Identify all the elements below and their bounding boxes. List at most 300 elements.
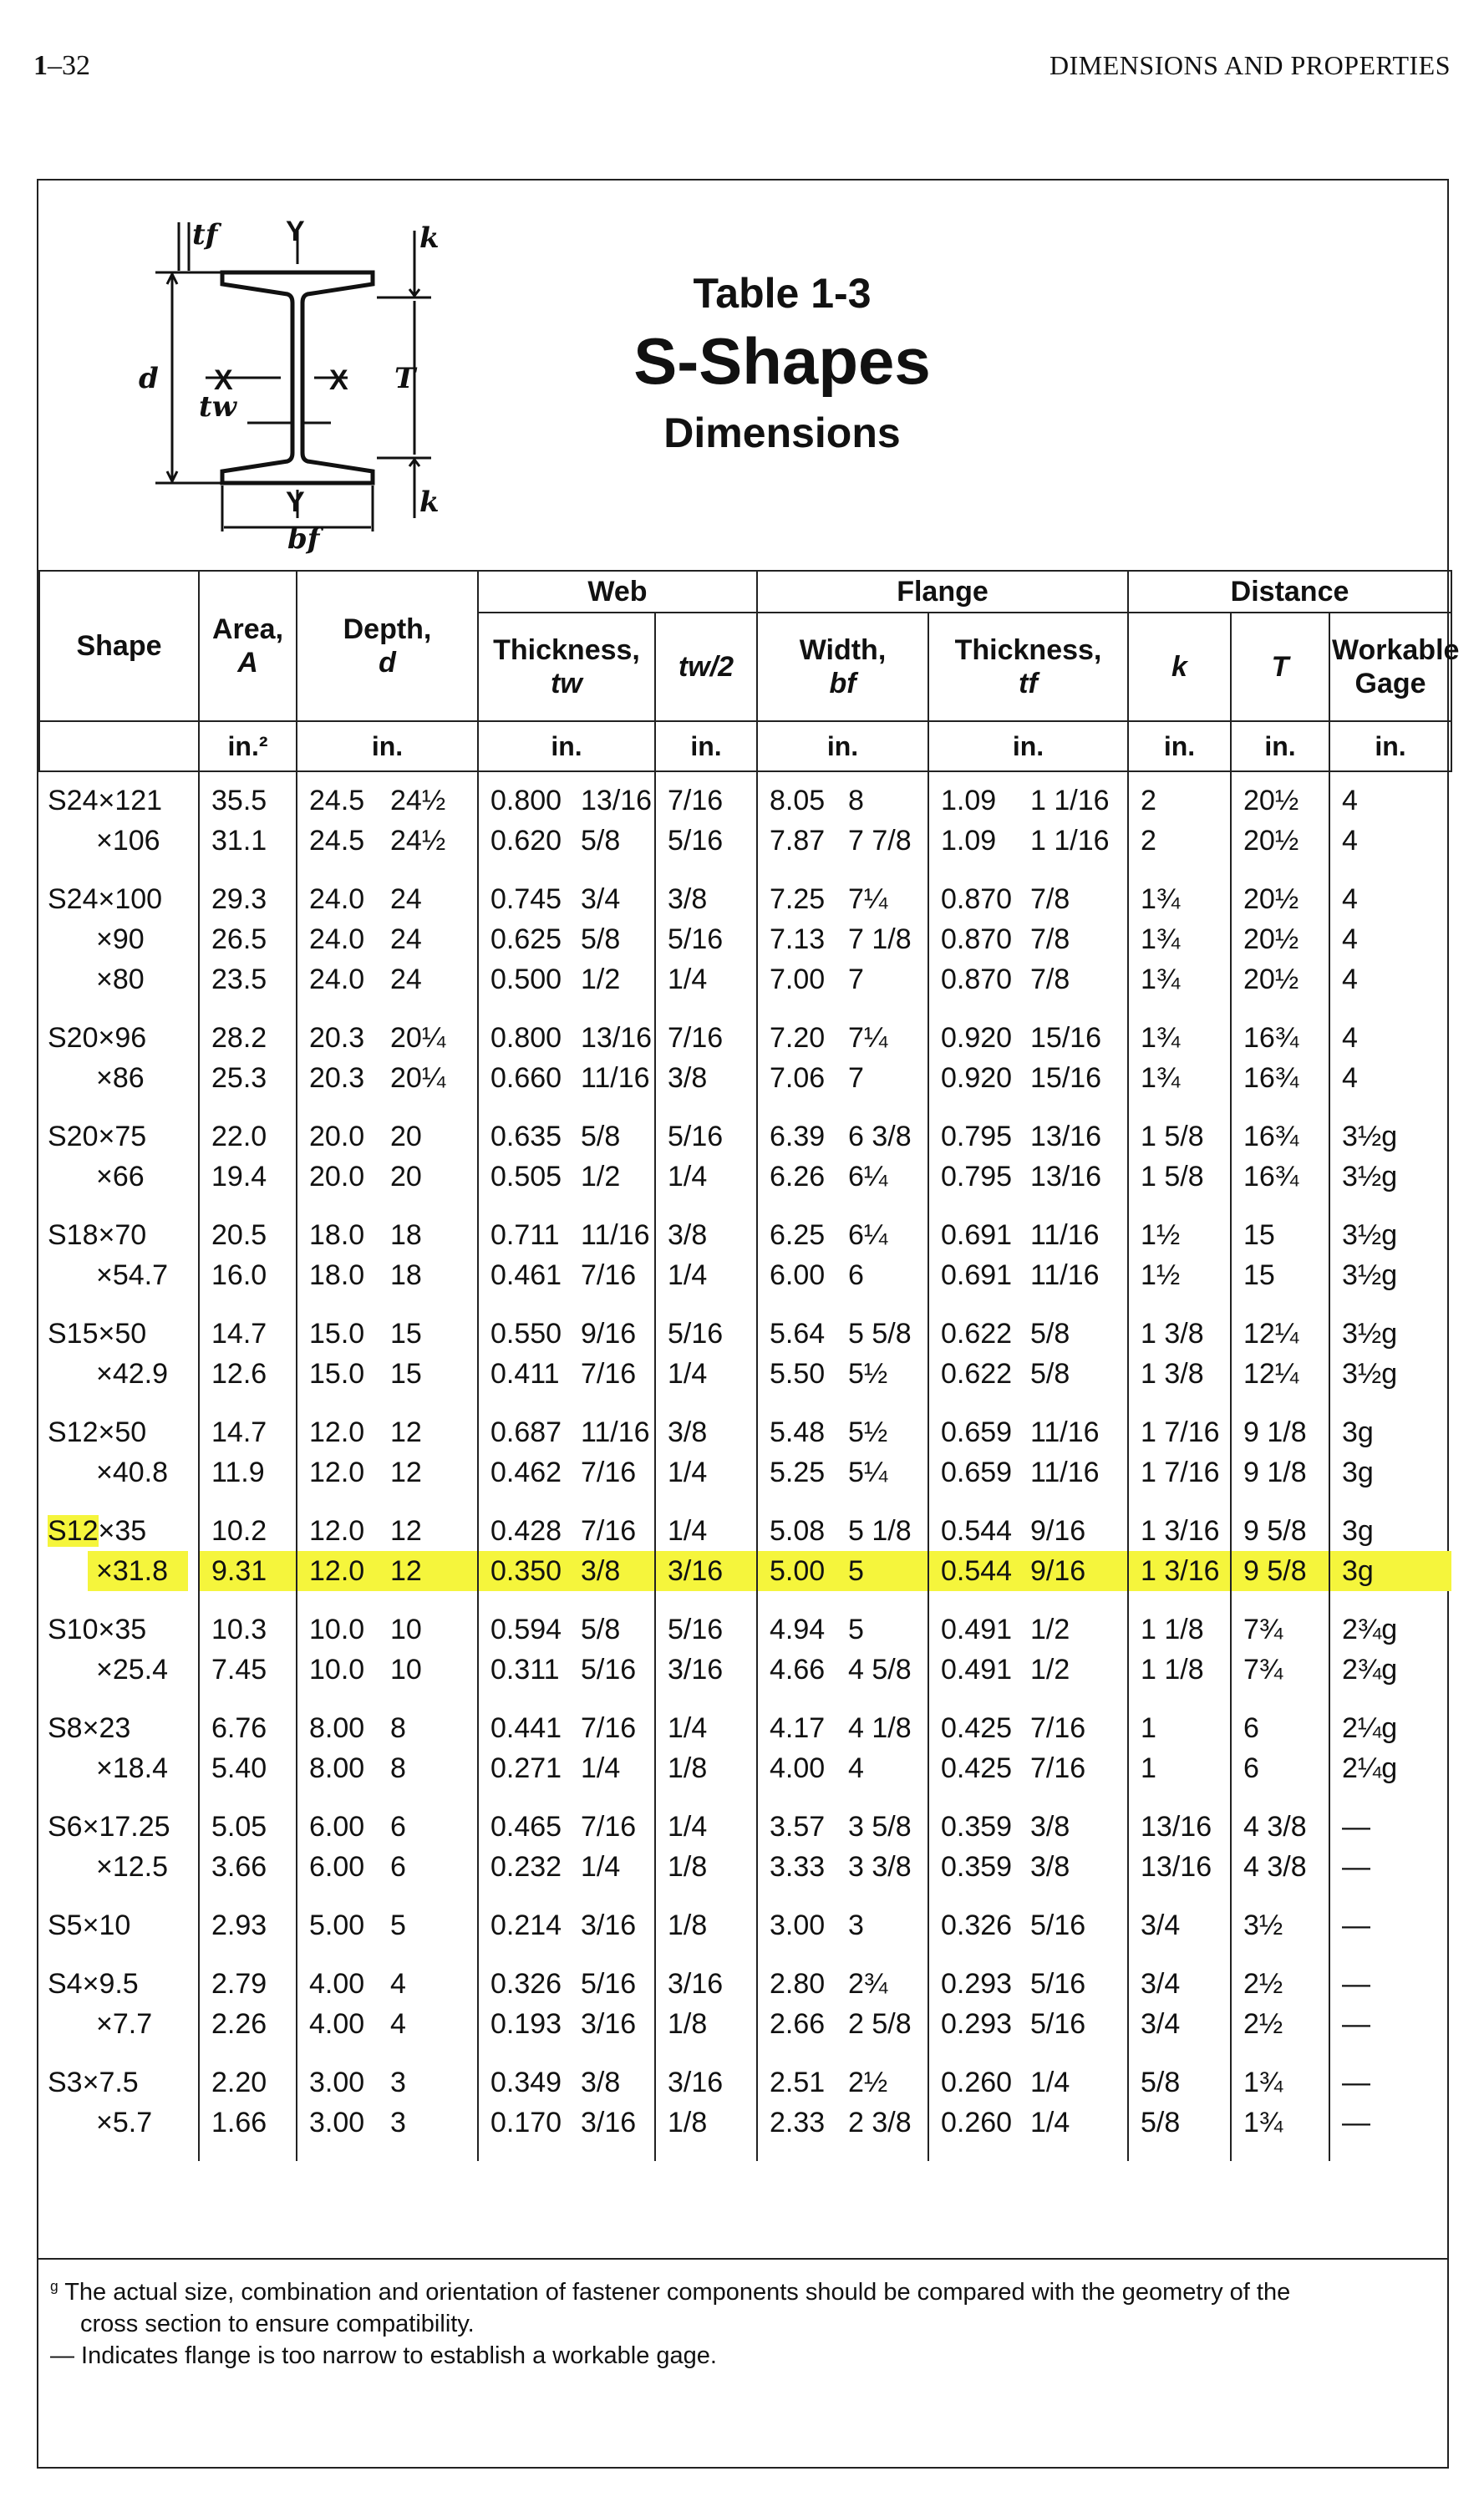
cell-k: 3/4 [1128, 1945, 1231, 2004]
cell-T: 7¾ [1231, 1591, 1329, 1650]
cell-d: 3.00 [297, 2103, 385, 2161]
cell-tf-frac: 7/16 [1030, 1712, 1086, 1744]
cell-gage: 4 [1329, 999, 1451, 1058]
cell-tf-frac: 7/8 [1030, 964, 1070, 995]
cell-tw2: 3/16 [655, 1650, 757, 1690]
cell-tf: 0.260 [928, 2103, 1025, 2161]
cell-d-frac: 15 [390, 1358, 422, 1390]
cell-T: 20½ [1231, 919, 1329, 959]
cell-gage: 3g [1329, 1493, 1451, 1551]
unit-k: in. [1128, 721, 1231, 771]
cell-tw-frac: 3/8 [576, 1551, 655, 1591]
title-block [540, 264, 1024, 466]
diagram-label-y-top: Y [286, 216, 305, 247]
footnotes [38, 2258, 1447, 2372]
cell-bf-frac: 6 [848, 1259, 864, 1291]
cell-k: 2 [1128, 821, 1231, 861]
cell-gage: 3½g [1329, 1197, 1451, 1255]
header-T: T [1231, 613, 1329, 721]
cell-bf: 7.13 [757, 919, 843, 959]
cell-bf-frac: 5½ [848, 1416, 888, 1448]
cell-tf-frac: 5/16 [1030, 1909, 1086, 1941]
cell-area: 22.0 [199, 1098, 297, 1157]
cell-bf-frac: 5 [848, 1614, 864, 1645]
cell-bf: 3.33 [757, 1847, 843, 1887]
cell-bf: 7.06 [757, 1058, 843, 1098]
cell-d: 20.3 [297, 1058, 385, 1098]
cell-tw: 0.625 [478, 919, 576, 959]
cell-bf-frac: 6¼ [848, 1219, 888, 1251]
cell-area: 1.66 [199, 2103, 297, 2161]
cell-bf: 6.26 [757, 1157, 843, 1197]
cell-bf: 4.94 [757, 1591, 843, 1650]
cell-d: 20.0 [297, 1098, 385, 1157]
cell-shape: ×66 [96, 1161, 145, 1192]
cell-tw: 0.745 [478, 861, 576, 919]
cell-tw: 0.411 [478, 1354, 576, 1394]
cell-area: 28.2 [199, 999, 297, 1058]
cell-d: 12.0 [297, 1452, 385, 1493]
running-head: DIMENSIONS AND PROPERTIES [1049, 50, 1451, 80]
cell-shape: S4×9.5 [48, 1968, 139, 2000]
table-row [39, 1255, 1451, 1295]
cell-tf-frac: 1 1/16 [1030, 785, 1110, 816]
table-row [39, 1058, 1451, 1098]
cell-d-frac: 12 [390, 1457, 422, 1488]
cell-k: 1 1/8 [1128, 1591, 1231, 1650]
cell-tw2: 3/16 [655, 2044, 757, 2103]
cell-tf: 0.544 [928, 1493, 1025, 1551]
cell-shape: ×80 [96, 964, 145, 995]
cell-tw-frac: 13/16 [581, 785, 653, 816]
cell-d-frac: 18 [390, 1259, 422, 1291]
cell-tw2: 1/4 [655, 1493, 757, 1551]
cell-gage: — [1329, 2004, 1451, 2044]
cell-T: 16¾ [1231, 1058, 1329, 1098]
cell-gage: 4 [1329, 959, 1451, 999]
cell-tf: 0.920 [928, 1058, 1025, 1098]
table-row [39, 861, 1451, 919]
cell-area: 7.45 [199, 1650, 297, 1690]
cell-k: 1 5/8 [1128, 1098, 1231, 1157]
cell-T: 1¾ [1231, 2044, 1329, 2103]
diagram-label-k-bottom: k [419, 486, 440, 519]
cell-tw: 0.462 [478, 1452, 576, 1493]
unit-T: in. [1231, 721, 1329, 771]
cell-tw2: 3/8 [655, 1197, 757, 1255]
cell-bf: 4.17 [757, 1690, 843, 1748]
cell-shape: S10×35 [48, 1614, 147, 1645]
cell-d-frac: 6 [390, 1811, 406, 1843]
cell-tw2: 3/16 [655, 1551, 757, 1591]
cell-bf-frac: 7 [848, 1062, 864, 1094]
cell-gage: 4 [1329, 861, 1451, 919]
cell-gage: 2¼g [1329, 1690, 1451, 1748]
cell-tf-frac: 5/8 [1030, 1358, 1070, 1390]
cell-gage: 3½g [1329, 1098, 1451, 1157]
cell-d-frac: 20 [390, 1161, 422, 1192]
cell-tw2: 5/16 [655, 919, 757, 959]
cell-tf: 1.09 [928, 771, 1025, 821]
cell-d-frac: 24 [390, 883, 422, 915]
cell-gage: 3½g [1329, 1354, 1451, 1394]
cell-tw: 0.461 [478, 1255, 576, 1295]
cell-tf: 0.795 [928, 1098, 1025, 1157]
diagram-label-tw: tw [199, 390, 236, 424]
cell-d-frac: 10 [390, 1614, 422, 1645]
table-row [39, 1197, 1451, 1255]
cell-k: 2 [1128, 771, 1231, 821]
cell-bf-frac: 3 5/8 [848, 1811, 912, 1843]
cell-shape: ×5.7 [96, 2107, 153, 2138]
cell-area: 26.5 [199, 919, 297, 959]
table-row [39, 1945, 1451, 2004]
cell-T: 2½ [1231, 1945, 1329, 2004]
cell-bf-frac: 2 5/8 [848, 2008, 912, 2040]
cell-bf: 2.33 [757, 2103, 843, 2161]
header-flange-width: Width, bf [757, 613, 928, 721]
cell-tw-frac: 1/2 [581, 1161, 621, 1192]
cell-tw: 0.428 [478, 1493, 576, 1551]
cell-tf: 0.920 [928, 999, 1025, 1058]
cell-k: 5/8 [1128, 2103, 1231, 2161]
cell-tw: 0.465 [478, 1788, 576, 1847]
header-distance: Distance [1128, 571, 1451, 613]
cell-bf: 7.87 [757, 821, 843, 861]
unit-depth: in. [297, 721, 478, 771]
cell-area: 2.93 [199, 1887, 297, 1945]
cell-T: 15 [1231, 1255, 1329, 1295]
diagram-label-x-left: X [214, 364, 233, 396]
title-area [38, 181, 1447, 572]
header-gage: Workable Gage [1329, 613, 1451, 721]
cell-tw2: 1/8 [655, 2103, 757, 2161]
cell-bf: 7.00 [757, 959, 843, 999]
cell-tw: 0.170 [478, 2103, 576, 2161]
cell-tw-frac: 5/16 [581, 1968, 637, 2000]
cell-d-frac: 24½ [390, 785, 446, 816]
table-number: Table 1-3 [693, 270, 872, 317]
cell-tw-frac: 3/16 [581, 1909, 637, 1941]
cell-k: 1¾ [1128, 919, 1231, 959]
table-row [39, 1690, 1451, 1748]
cell-d: 24.0 [297, 861, 385, 919]
cell-tf: 0.491 [928, 1591, 1025, 1650]
cell-tw-frac: 13/16 [581, 1022, 653, 1054]
cell-bf-frac: 4 1/8 [848, 1712, 912, 1744]
cell-bf-frac: 3 [848, 1909, 864, 1941]
cell-area: 10.3 [199, 1591, 297, 1650]
cell-d-frac: 5 [390, 1909, 406, 1941]
cell-tw: 0.800 [478, 771, 576, 821]
cell-tw-frac: 9/16 [581, 1318, 637, 1350]
cell-k: 1¾ [1128, 959, 1231, 999]
table-row [39, 919, 1451, 959]
cell-tw2: 1/4 [655, 1788, 757, 1847]
cell-d-frac: 20¼ [390, 1062, 446, 1094]
cell-area: 6.76 [199, 1690, 297, 1748]
cell-d: 10.0 [297, 1650, 385, 1690]
cell-bf-frac: 5 1/8 [848, 1515, 912, 1547]
cell-bf-frac: 5¼ [848, 1457, 888, 1488]
cell-d: 20.3 [297, 999, 385, 1058]
cell-d: 4.00 [297, 2004, 385, 2044]
cell-tw-frac: 7/16 [581, 1358, 637, 1390]
cell-gage: — [1329, 1788, 1451, 1847]
table-row [39, 959, 1451, 999]
cell-tf-frac: 9/16 [1030, 1515, 1086, 1547]
cell-d: 6.00 [297, 1788, 385, 1847]
cell-shape: S12×50 [48, 1416, 147, 1448]
cell-d: 24.0 [297, 919, 385, 959]
cell-d: 12.0 [297, 1493, 385, 1551]
cell-tw-frac: 7/16 [581, 1712, 637, 1744]
cell-gage: — [1329, 1887, 1451, 1945]
cell-tw2: 1/4 [655, 1157, 757, 1197]
cell-bf-frac: 2¾ [848, 1968, 888, 2000]
cell-bf: 8.05 [757, 771, 843, 821]
cell-tw-frac: 5/8 [581, 1614, 621, 1645]
cell-gage: 2¾g [1329, 1650, 1451, 1690]
diagram-label-d: d [139, 362, 159, 395]
cell-k: 13/16 [1128, 1788, 1231, 1847]
cell-d: 18.0 [297, 1255, 385, 1295]
cell-d-frac: 4 [390, 2008, 406, 2040]
cell-T: 3½ [1231, 1887, 1329, 1945]
cell-shape: S18×70 [48, 1219, 147, 1251]
cell-area: 20.5 [199, 1197, 297, 1255]
cell-shape: S24×121 [48, 785, 163, 816]
cell-tw: 0.441 [478, 1690, 576, 1748]
footnote-g-cont: cross section to ensure compatibility. [80, 2311, 475, 2337]
diagram-label-k-top: k [419, 221, 440, 255]
cell-T: 6 [1231, 1748, 1329, 1788]
header-tw-half: tw/2 [655, 613, 757, 721]
header-area: Area, A [199, 571, 297, 721]
cell-tf-frac: 15/16 [1030, 1022, 1102, 1054]
diagram-label-bf: bf [287, 522, 320, 556]
cell-tf: 0.293 [928, 1945, 1025, 2004]
header-flange: Flange [757, 571, 1128, 613]
cell-shape: ×86 [96, 1062, 145, 1094]
cell-tw: 0.350 [478, 1551, 576, 1591]
table-row [39, 1650, 1451, 1690]
table-frame [37, 179, 1460, 2469]
cell-shape: ×25.4 [96, 1654, 169, 1686]
footnote-dash: — Indicates flange is too narrow to establish a workable gage. [50, 2342, 717, 2369]
cell-area: 11.9 [199, 1452, 297, 1493]
cell-shape: ×90 [96, 923, 145, 955]
cell-tf-frac: 11/16 [1030, 1457, 1100, 1488]
cell-area: 14.7 [199, 1394, 297, 1452]
cell-bf: 5.00 [757, 1551, 843, 1591]
cell-tf-frac: 7/8 [1030, 883, 1070, 915]
cell-gage: — [1329, 1945, 1451, 2004]
cell-tf-frac: 3/8 [1030, 1811, 1070, 1843]
cell-tw: 0.232 [478, 1847, 576, 1887]
cell-tf-frac: 1/4 [1030, 2107, 1070, 2138]
cell-bf-frac: 7 [848, 964, 864, 995]
cell-tf-frac: 15/16 [1030, 1062, 1102, 1094]
cell-tw: 0.711 [478, 1197, 576, 1255]
table-row [39, 1847, 1451, 1887]
cell-bf: 7.25 [757, 861, 843, 919]
cell-gage: 4 [1329, 1058, 1451, 1098]
table-row [39, 1098, 1451, 1157]
cell-tf: 0.870 [928, 959, 1025, 999]
cell-tf: 0.425 [928, 1690, 1025, 1748]
cell-bf: 5.50 [757, 1354, 843, 1394]
cell-tf: 0.870 [928, 919, 1025, 959]
cell-bf: 2.80 [757, 1945, 843, 2004]
cell-gage: 3½g [1329, 1295, 1451, 1354]
cell-d-frac: 24 [390, 923, 422, 955]
cell-shape: S24×100 [48, 883, 163, 915]
cell-area: 5.40 [199, 1748, 297, 1788]
dimensions-table [38, 570, 1460, 2161]
cell-tf-frac: 11/16 [1030, 1416, 1100, 1448]
cell-bf-frac: 5 [843, 1551, 928, 1591]
cell-gage: 2¾g [1329, 1591, 1451, 1650]
cell-tf-frac: 11/16 [1030, 1219, 1100, 1251]
cell-tf-frac: 3/8 [1030, 1851, 1070, 1883]
cell-area: 19.4 [199, 1157, 297, 1197]
cell-gage: 4 [1329, 821, 1451, 861]
header-depth: Depth, d [297, 571, 478, 721]
cell-tw2: 3/8 [655, 1058, 757, 1098]
cell-shape: S20×75 [48, 1121, 147, 1152]
cell-bf: 6.00 [757, 1255, 843, 1295]
cell-tw: 0.326 [478, 1945, 576, 2004]
cell-area: 5.05 [199, 1788, 297, 1847]
cell-d-frac: 20¼ [390, 1022, 446, 1054]
cell-tw: 0.660 [478, 1058, 576, 1098]
unit-flange-thickness: in. [928, 721, 1128, 771]
cell-T: 16¾ [1231, 1098, 1329, 1157]
cell-d-frac: 12 [390, 1515, 422, 1547]
cell-tw: 0.193 [478, 2004, 576, 2044]
cell-bf-frac: 4 [848, 1752, 864, 1784]
cell-d-frac: 3 [390, 2067, 406, 2098]
cell-bf: 5.08 [757, 1493, 843, 1551]
cell-k: 3/4 [1128, 1887, 1231, 1945]
cell-d: 24.0 [297, 959, 385, 999]
cell-area: 12.6 [199, 1354, 297, 1394]
cell-area: 29.3 [199, 861, 297, 919]
cell-tw: 0.505 [478, 1157, 576, 1197]
table-row [39, 2044, 1451, 2103]
cell-bf: 3.57 [757, 1788, 843, 1847]
cell-T: 16¾ [1231, 999, 1329, 1058]
table-row [39, 1591, 1451, 1650]
cell-k: 1¾ [1128, 999, 1231, 1058]
table-row [39, 821, 1451, 861]
cell-bf: 5.25 [757, 1452, 843, 1493]
cell-tf-frac: 1/2 [1030, 1614, 1070, 1645]
cell-k: 1 1/8 [1128, 1650, 1231, 1690]
cell-bf-frac: 4 5/8 [848, 1654, 912, 1686]
cell-d: 4.00 [297, 1945, 385, 2004]
diagram-label-x-right: X [329, 364, 348, 396]
cell-tf-frac: 5/8 [1030, 1318, 1070, 1350]
cell-d: 8.00 [297, 1690, 385, 1748]
cell-bf: 4.66 [757, 1650, 843, 1690]
cell-gage: — [1329, 1847, 1451, 1887]
cell-tf-frac: 1 1/16 [1030, 825, 1110, 857]
cell-bf: 4.00 [757, 1748, 843, 1788]
table-row [39, 1354, 1451, 1394]
cell-d-frac: 10 [390, 1654, 422, 1686]
table-row [39, 1394, 1451, 1452]
table-row [39, 1295, 1451, 1354]
cell-tw2: 1/8 [655, 1748, 757, 1788]
cell-tf: 1.09 [928, 821, 1025, 861]
unit-area: in.² [199, 721, 297, 771]
cell-d-frac: 15 [390, 1318, 422, 1350]
cell-d: 15.0 [297, 1295, 385, 1354]
cell-k: 1 [1128, 1690, 1231, 1748]
s-shape-diagram [80, 197, 440, 556]
diagram-label-T: T [394, 362, 416, 395]
cell-tf: 0.359 [928, 1788, 1025, 1847]
cell-T: 9 1/8 [1231, 1452, 1329, 1493]
table-row [39, 1788, 1451, 1847]
cell-tw-frac: 1/4 [581, 1752, 621, 1784]
cell-d-frac: 24½ [390, 825, 446, 857]
cell-shape: ×18.4 [96, 1752, 169, 1784]
cell-bf-frac: 8 [848, 785, 864, 816]
cell-tf-frac: 13/16 [1030, 1161, 1102, 1192]
cell-tw-frac: 7/16 [581, 1811, 637, 1843]
cell-tw-frac: 1/4 [581, 1851, 621, 1883]
cell-T: 9 5/8 [1231, 1493, 1329, 1551]
cell-bf-frac: 2½ [848, 2067, 888, 2098]
table-row [39, 1887, 1451, 1945]
cell-tw: 0.311 [478, 1650, 576, 1690]
table-row [39, 1493, 1451, 1551]
cell-T: 15 [1231, 1197, 1329, 1255]
cell-area: 25.3 [199, 1058, 297, 1098]
cell-shape: ×42.9 [96, 1358, 169, 1390]
table-body [39, 771, 1451, 2161]
unit-gage: in. [1329, 721, 1451, 771]
cell-tf: 0.691 [928, 1197, 1025, 1255]
cell-tw: 0.620 [478, 821, 576, 861]
cell-d: 12.0 [297, 1551, 385, 1591]
header-shape: Shape [39, 571, 199, 721]
cell-gage: 3g [1329, 1452, 1451, 1493]
cell-tw2: 1/4 [655, 1354, 757, 1394]
cell-d: 15.0 [297, 1354, 385, 1394]
header-web: Web [478, 571, 757, 613]
cell-k: 1 3/8 [1128, 1354, 1231, 1394]
cell-tf: 0.795 [928, 1157, 1025, 1197]
cell-tw: 0.687 [478, 1394, 576, 1452]
cell-tw-frac: 11/16 [581, 1219, 650, 1251]
cell-tw-frac: 3/16 [581, 2008, 637, 2040]
cell-area: 2.26 [199, 2004, 297, 2044]
cell-tw-frac: 11/16 [581, 1416, 650, 1448]
cell-bf: 6.25 [757, 1197, 843, 1255]
cell-tw: 0.800 [478, 999, 576, 1058]
cell-tw2: 7/16 [655, 999, 757, 1058]
cell-k: 1 3/16 [1128, 1493, 1231, 1551]
cell-tw: 0.635 [478, 1098, 576, 1157]
cell-bf: 3.00 [757, 1887, 843, 1945]
table-row [39, 2004, 1451, 2044]
cell-tw2: 1/8 [655, 1887, 757, 1945]
cell-tw-frac: 5/16 [581, 1654, 637, 1686]
